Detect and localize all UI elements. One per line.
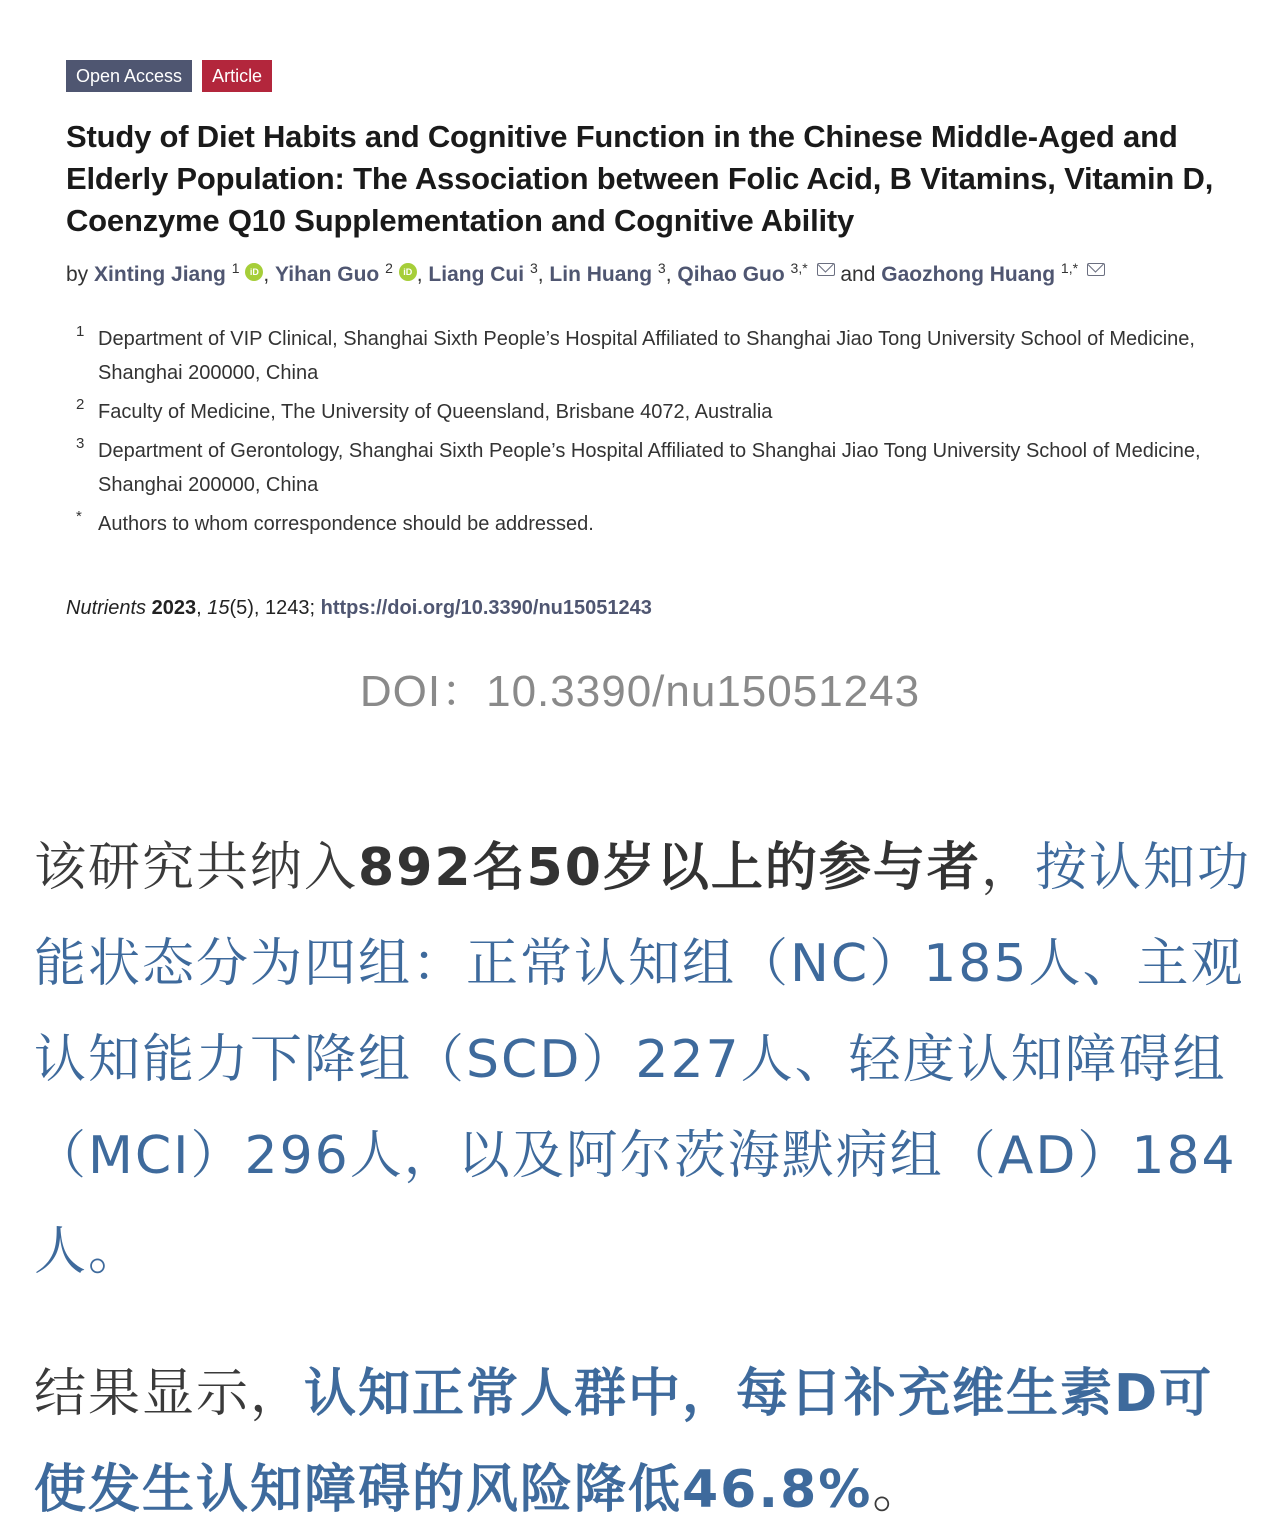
citation-volume: 15 (207, 597, 230, 619)
citation-issue-pages: (5), 1243; (229, 597, 321, 619)
author-affiliation-sup: 2 (385, 260, 393, 276)
affiliation-text: Authors to whom correspondence should be addressed. (98, 513, 594, 535)
affiliation-number: * (76, 508, 82, 525)
badge-row (66, 60, 1246, 92)
affiliation-text: Department of Gerontology, Shanghai Sixth People’s Hospital Affiliated to Shanghai Jiao Tong University School of Medicine, Shanghai 200000, China (98, 440, 1201, 496)
author-affiliation-sup: 3,* (790, 260, 808, 276)
orcid-icon[interactable]: iD (399, 263, 417, 281)
affiliation-text: Department of VIP Clinical, Shanghai Sixth People’s Hospital Affiliated to Shanghai Jiao Tong University School of Medicine, Shanghai 200000, China (98, 328, 1195, 384)
email-icon[interactable] (1087, 263, 1105, 276)
citation-line: Nutrients 2023, 15(5), 1243; https://doi.org/10.3390/nu15051243 (66, 597, 652, 619)
highlight-text-blue-bold: 认知正常人群中，每日补充维生素D可使发生认知障碍的风险降低46.8% (34, 1364, 1214, 1520)
open-access-badge[interactable]: Open Access (66, 60, 192, 92)
author-link[interactable]: Lin Huang (549, 263, 653, 286)
highlight-text-blue: 按认知功能状态分为四组：正常认知组（NC）185人、主观认知能力下降组（SCD）227人、轻度认知障碍组（MCI）296人，以及阿尔茨海默病组（AD）184人。 (34, 838, 1251, 1282)
article-paragraph-2 (34, 1346, 1254, 1538)
by-label: by (66, 263, 89, 286)
paragraph-text: 该研究共纳入 (34, 838, 359, 898)
affiliation-number: 1 (76, 323, 85, 340)
journal-name: Nutrients (66, 597, 147, 619)
author-affiliation-sup: 3 (657, 260, 666, 276)
paper-title: Study of Diet Habits and Cognitive Function in the Chinese Middle-Aged and Elderly Population: The Association between Folic Acid, B Vitamins, Vitamin D, Coenzyme Q10 Supplementation and Cognitive Ability (66, 119, 1214, 238)
affiliation-item (66, 395, 1246, 429)
affiliation-item (66, 322, 1246, 390)
author-link[interactable]: Xinting Jiang (94, 263, 226, 286)
doi-caption: DOI：10.3390/nu15051243 (359, 667, 921, 716)
citation-year: 2023 (151, 597, 197, 619)
author-link[interactable]: Yihan Guo (275, 263, 380, 286)
author-link[interactable]: Liang Cui (428, 263, 525, 286)
author-link[interactable]: Gaozhong Huang (881, 263, 1056, 286)
paragraph-text: ， (980, 838, 1035, 898)
affiliation-number: 2 (76, 396, 85, 413)
paragraph-text: 结果显示， (34, 1364, 305, 1424)
author-link[interactable]: Qihao Guo (677, 263, 785, 286)
affiliation-list (66, 322, 1246, 541)
affiliation-number: 3 (76, 435, 85, 452)
orcid-icon[interactable]: iD (245, 263, 263, 281)
affiliation-item (66, 434, 1246, 502)
author-affiliation-sup: 1 (231, 260, 240, 276)
paper-header (66, 60, 1246, 623)
email-icon[interactable] (817, 263, 835, 276)
article-type-badge[interactable]: Article (202, 60, 272, 92)
author-affiliation-sup: 3 (529, 260, 538, 276)
paragraph-text: 。 (872, 1460, 927, 1520)
and-label: and (840, 263, 876, 286)
author-list: by Xinting Jiang $^1$ iD , Yihan Guo $^2$ iD , Liang Cui $^3$, Lin Huang $^3$, Qihao Guo $^{3,*}$ and Gaozhong Huang $^{1,*}$ (66, 260, 1246, 290)
affiliation-item (66, 507, 1246, 541)
article-paragraph-1 (34, 820, 1254, 1300)
author-affiliation-sup: 1,* (1060, 260, 1079, 276)
highlight-text: 892名50岁以上的参与者 (358, 838, 981, 898)
affiliation-text: Faculty of Medicine, The University of Queensland, Brisbane 4072, Australia (98, 401, 773, 423)
doi-link[interactable]: https://doi.org/10.3390/nu15051243 (320, 597, 652, 619)
